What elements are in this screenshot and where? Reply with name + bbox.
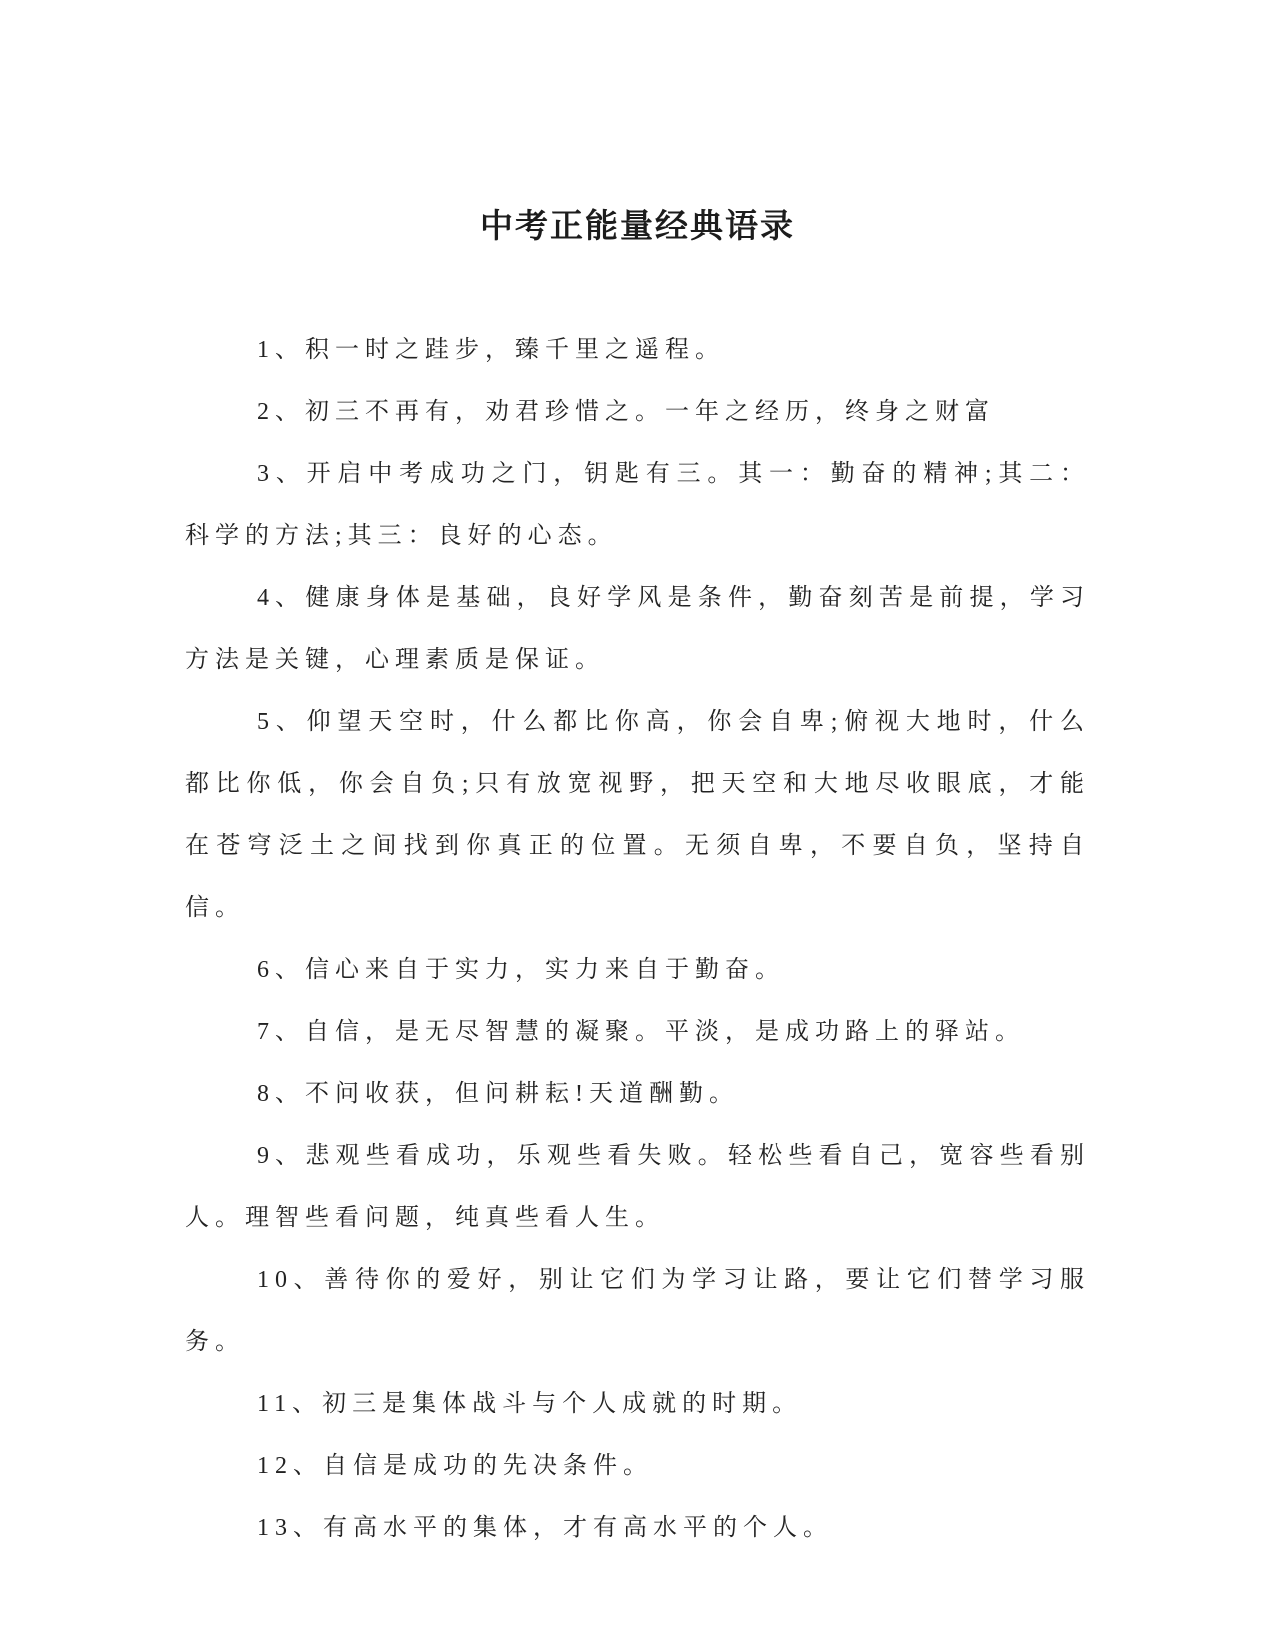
quote-item-5: 5、仰望天空时，什么都比你高，你会自卑;俯视大地时，什么都比你低，你会自负;只有放宽视野，把天空和大地尽收眼底，才能在苍穹泛土之间找到你真正的位置。无须自卑，不要自负，坚持自信。 (185, 709, 1090, 921)
quote-item-11: 11、初三是集体战斗与个人成就的时期。 (257, 1391, 803, 1417)
quote-item-1: 1、积一时之跬步，臻千里之遥程。 (257, 337, 725, 363)
quote-item-2: 2、初三不再有，劝君珍惜之。一年之经历，终身之财富 (257, 399, 995, 425)
quote-item-9: 9、悲观些看成功，乐观些看失败。轻松些看自己，宽容些看别人。理智些看问题，纯真些看人生。 (185, 1143, 1090, 1231)
quote-item-6: 6、信心来自于实力，实力来自于勤奋。 (257, 957, 785, 983)
quote-item-7: 7、自信，是无尽智慧的凝聚。平淡，是成功路上的驿站。 (257, 1019, 1025, 1045)
document-title: 中考正能量经典语录 (480, 207, 795, 244)
quote-item-13: 13、有高水平的集体，才有高水平的个人。 (257, 1515, 833, 1541)
quote-item-3: 3、开启中考成功之门，钥匙有三。其一：勤奋的精神;其二：科学的方法;其三：良好的心态。 (185, 461, 1090, 549)
quote-item-10: 10、善待你的爱好，别让它们为学习让路，要让它们替学习服务。 (185, 1267, 1090, 1355)
quote-list (185, 319, 1090, 1559)
quote-item-4: 4、健康身体是基础，良好学风是条件，勤奋刻苦是前提，学习方法是关键，心理素质是保证。 (185, 585, 1090, 673)
document-content (185, 0, 1090, 1559)
quote-item-12: 12、自信是成功的先决条件。 (257, 1453, 653, 1479)
quote-item-8: 8、不问收获，但问耕耘!天道酬勤。 (257, 1081, 739, 1107)
